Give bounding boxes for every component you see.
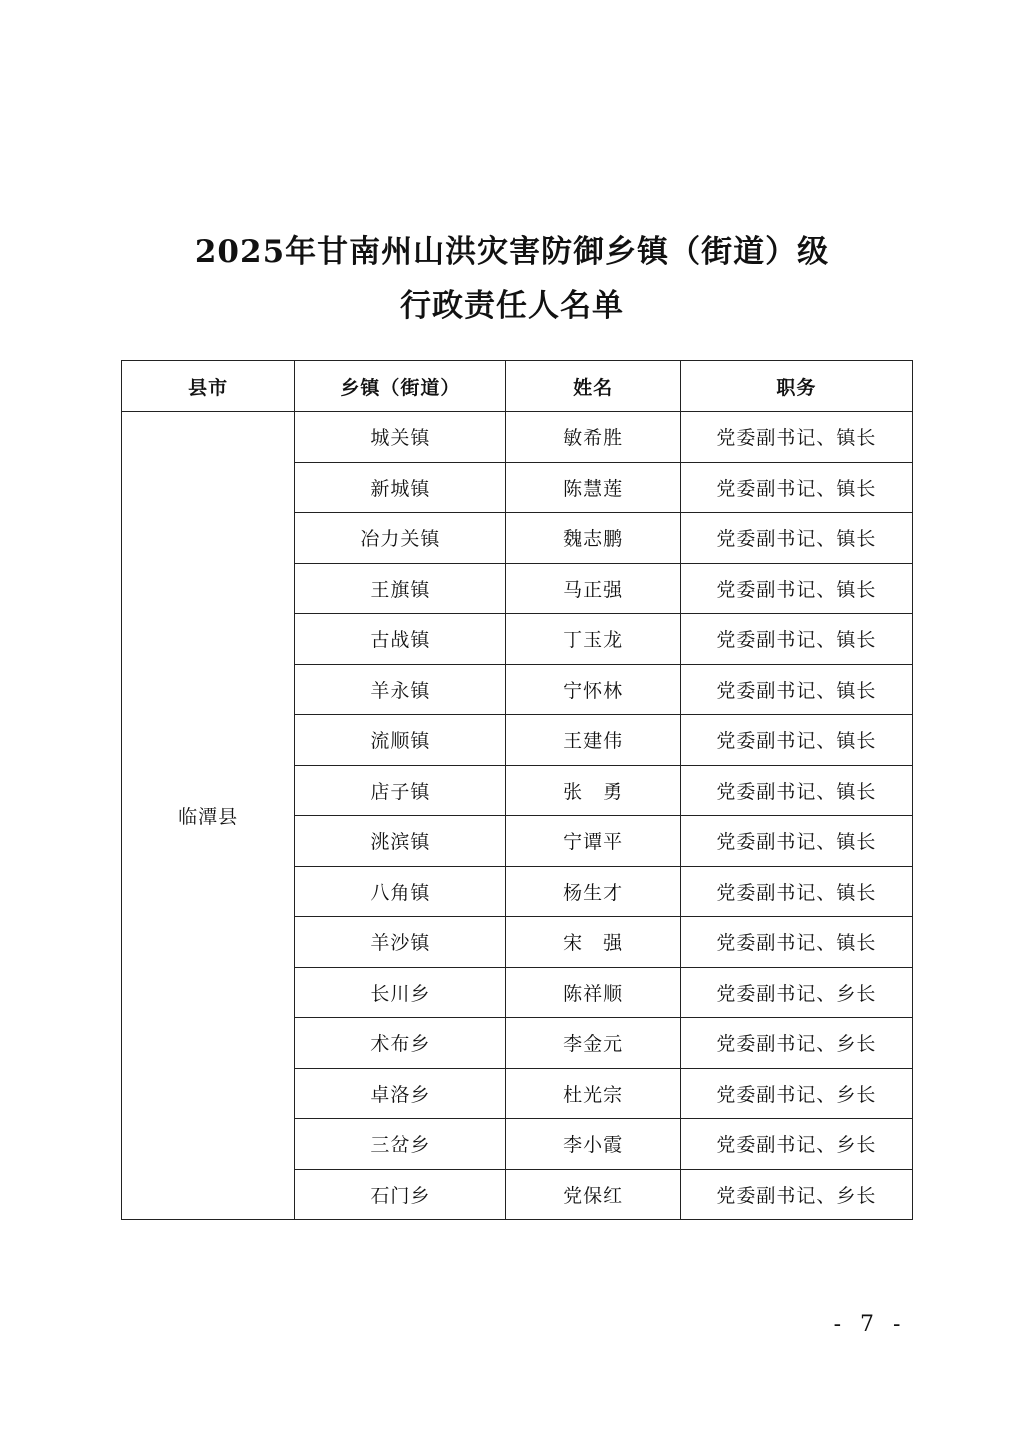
post-cell: 党委副书记、乡长 <box>680 1119 912 1170</box>
header-town: 乡镇（街道） <box>295 361 506 412</box>
name-cell: 张 勇 <box>506 765 680 816</box>
name-cell: 王建伟 <box>506 715 680 766</box>
post-cell: 党委副书记、镇长 <box>680 664 912 715</box>
name-cell: 杨生才 <box>506 866 680 917</box>
town-cell: 王旗镇 <box>295 563 506 614</box>
post-cell: 党委副书记、镇长 <box>680 816 912 867</box>
town-cell: 羊永镇 <box>295 664 506 715</box>
town-cell: 三岔乡 <box>295 1119 506 1170</box>
post-cell: 党委副书记、乡长 <box>680 1169 912 1220</box>
post-cell: 党委副书记、镇长 <box>680 765 912 816</box>
post-cell: 党委副书记、镇长 <box>680 715 912 766</box>
post-cell: 党委副书记、镇长 <box>680 866 912 917</box>
name-cell: 敏希胜 <box>506 412 680 463</box>
header-post: 职务 <box>680 361 912 412</box>
town-cell: 卓洛乡 <box>295 1068 506 1119</box>
town-cell: 流顺镇 <box>295 715 506 766</box>
name-cell: 杜光宗 <box>506 1068 680 1119</box>
post-cell: 党委副书记、镇长 <box>680 917 912 968</box>
town-cell: 石门乡 <box>295 1169 506 1220</box>
town-cell: 城关镇 <box>295 412 506 463</box>
name-cell: 宋 强 <box>506 917 680 968</box>
name-cell: 宁怀林 <box>506 664 680 715</box>
post-cell: 党委副书记、乡长 <box>680 1068 912 1119</box>
header-county: 县市 <box>122 361 295 412</box>
town-cell: 八角镇 <box>295 866 506 917</box>
post-cell: 党委副书记、镇长 <box>680 412 912 463</box>
name-cell: 李金元 <box>506 1018 680 1069</box>
table-body <box>122 412 913 1220</box>
table-header-row <box>122 361 913 412</box>
town-cell: 冶力关镇 <box>295 513 506 564</box>
town-cell: 羊沙镇 <box>295 917 506 968</box>
name-cell: 陈慧莲 <box>506 462 680 513</box>
town-cell: 术布乡 <box>295 1018 506 1069</box>
page-number: - 7 - <box>833 1312 907 1337</box>
town-cell: 洮滨镇 <box>295 816 506 867</box>
name-cell: 宁谭平 <box>506 816 680 867</box>
post-cell: 党委副书记、镇长 <box>680 462 912 513</box>
document-title-line-2: 行政责任人名单 <box>400 288 624 324</box>
town-cell: 长川乡 <box>295 967 506 1018</box>
town-cell: 古战镇 <box>295 614 506 665</box>
name-cell: 魏志鹏 <box>506 513 680 564</box>
name-cell: 丁玉龙 <box>506 614 680 665</box>
name-cell: 党保红 <box>506 1169 680 1220</box>
post-cell: 党委副书记、乡长 <box>680 1018 912 1069</box>
name-cell: 李小霞 <box>506 1119 680 1170</box>
post-cell: 党委副书记、镇长 <box>680 614 912 665</box>
town-cell: 新城镇 <box>295 462 506 513</box>
document-title-line-1: 2025年甘南州山洪灾害防御乡镇（街道）级 <box>194 234 830 270</box>
name-cell: 陈祥顺 <box>506 967 680 1018</box>
county-cell: 临潭县 <box>122 412 295 1220</box>
post-cell: 党委副书记、镇长 <box>680 563 912 614</box>
table-row <box>122 412 913 463</box>
name-cell: 马正强 <box>506 563 680 614</box>
post-cell: 党委副书记、乡长 <box>680 967 912 1018</box>
town-cell: 店子镇 <box>295 765 506 816</box>
responsible-persons-table <box>121 360 913 1220</box>
post-cell: 党委副书记、镇长 <box>680 513 912 564</box>
header-name: 姓名 <box>506 361 680 412</box>
